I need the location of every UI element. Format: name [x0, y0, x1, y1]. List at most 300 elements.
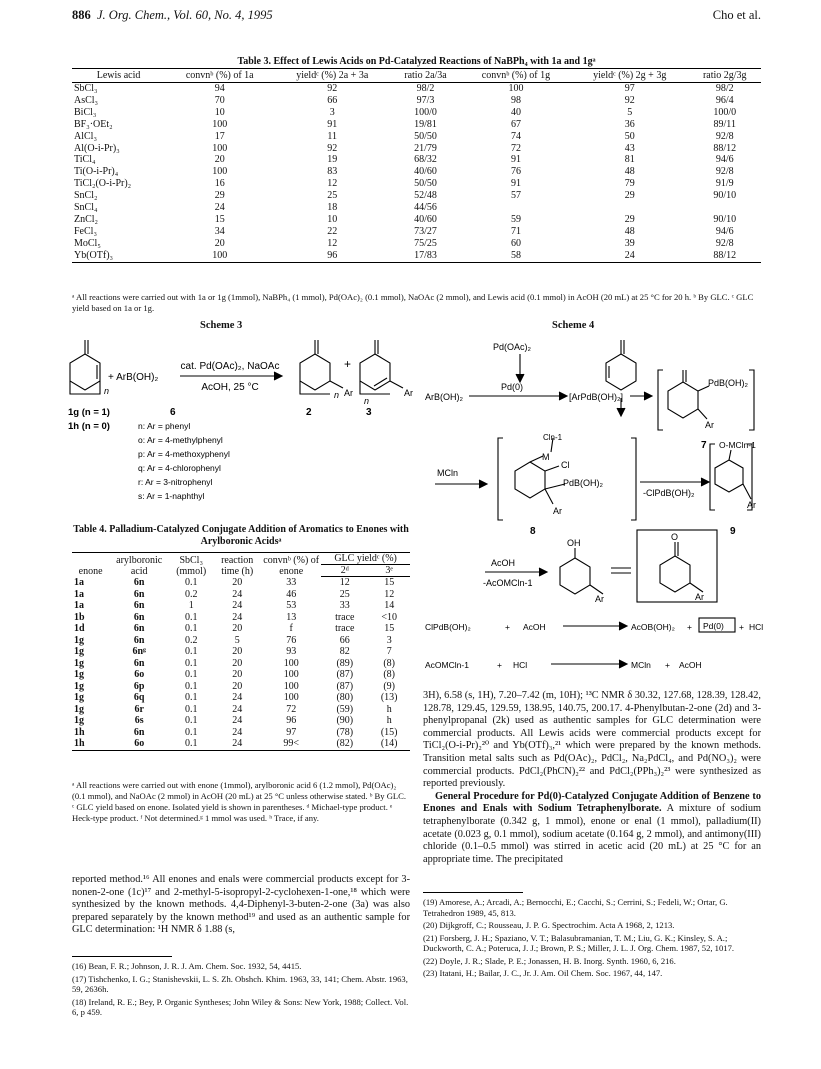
- s4-eq2-mcln: MCln: [631, 660, 651, 670]
- table3-cell: 58: [461, 250, 571, 262]
- table4-cell: 0.1: [184, 611, 198, 623]
- table4-cell: 66: [339, 634, 350, 646]
- table4-col-time: reaction time (h): [213, 553, 261, 577]
- table4-cell: 6q: [133, 692, 145, 703]
- table3-cell: 20: [214, 154, 225, 166]
- table4-cell: 100: [283, 657, 299, 669]
- table3-caption: Table 3. Effect of Lewis Acids on Pd-Catalyzed Reactions of NaBPh₄ with 1a and 1gᵃ: [237, 56, 596, 67]
- procedure-heading: General Procedure for Pd(0)-Catalyzed Conjugate Addition of Benzene to Enones and Enals with Sodium Tetraphenylborate.: [423, 790, 761, 815]
- s4-mcln: MCln: [437, 468, 459, 478]
- table4-cell: 15: [384, 623, 395, 634]
- table3-cell: MoCl₅: [74, 237, 101, 249]
- table3-cell: Al(O-i-Pr)₃: [74, 142, 120, 154]
- table3-cell: 92: [327, 142, 338, 154]
- table3-cell: 92: [327, 83, 338, 94]
- table-row: [72, 727, 410, 739]
- table-row: [72, 95, 761, 107]
- scheme3-label-1h: 1h (n = 0): [68, 421, 110, 432]
- table4-col-enone: enone: [72, 553, 109, 577]
- table4-cell: (78): [336, 726, 354, 738]
- table3-cell: 29: [624, 213, 635, 225]
- table4-cell: (90): [336, 715, 354, 726]
- scheme3-n-2: n: [334, 390, 340, 400]
- table4-cell: 12: [339, 577, 350, 588]
- table3-cell: 88/12: [713, 142, 737, 154]
- s4-eq2-a: AcOMCln-1: [425, 660, 469, 670]
- table4-cell: 6n: [133, 634, 145, 646]
- table3-header-6: ratio 2g/3g: [688, 69, 761, 83]
- table4-cell: 6n: [133, 576, 145, 588]
- table3-cell: 81: [624, 154, 635, 166]
- s4-o: O: [671, 532, 679, 542]
- table-row: [72, 83, 761, 95]
- table4-cell: (13): [380, 692, 398, 703]
- s4-clpdb: -ClPdB(OH)₂: [643, 488, 695, 498]
- table4-cell: 0.1: [184, 703, 198, 715]
- table4-cell: 97: [286, 726, 297, 738]
- table4-cell: 20: [232, 576, 243, 588]
- table3-cell: 10: [327, 213, 338, 225]
- table-row: [72, 119, 761, 131]
- table3-cell: AlCl₃: [74, 130, 97, 142]
- scheme3-label-1g: 1g (n = 1): [68, 407, 110, 418]
- page-info: [72, 8, 273, 23]
- scheme3-label-3: 3: [366, 407, 372, 418]
- s4-eq1-plus3: +: [739, 622, 744, 632]
- table3-cell: 67: [510, 118, 521, 130]
- table4-cell: 100: [283, 680, 299, 692]
- table3-cell: 90/10: [713, 213, 737, 225]
- table3-header-0: Lewis acid: [72, 69, 165, 83]
- table4-cell: 0.1: [169, 738, 213, 750]
- table4-cell: 20: [232, 646, 243, 657]
- scheme3-ar-2: Ar: [344, 388, 353, 398]
- table-row: [72, 154, 761, 166]
- table3-footnote: ᵃ All reactions were carried out with 1a or 1g (1mmol), NaBPh₄ (1 mmol), Pd(OAc)₂ (0.1 mmol), NaOAc (2 mmol), and Lewis acid (0.1 mmol) in AcOH (20 mL) at 25 °C for 20 h. ᵇ By GLC. ᶜ GLC yield based on 1a or 1g.: [72, 292, 754, 313]
- scheme3-ar-3: Ar: [404, 388, 413, 398]
- table-row: [72, 715, 410, 727]
- footnotes-left: [72, 961, 410, 1020]
- s4-ar-8: Ar: [553, 506, 562, 516]
- table-row: [72, 143, 761, 155]
- table-row: [72, 178, 761, 190]
- table3-cell: 70: [214, 94, 225, 106]
- scheme3-ar-p: p: Ar = 4-methoxyphenyl: [138, 449, 230, 459]
- s4-m: M: [542, 452, 550, 462]
- table-row: [72, 202, 761, 214]
- table4-cell: (9): [383, 680, 396, 692]
- table3-cell: 94: [214, 83, 225, 94]
- s4-eq1-plus2: +: [687, 622, 692, 632]
- table4-cell: 0.2: [184, 634, 198, 646]
- table3-cell: 5: [627, 106, 633, 118]
- journal-name: J. Org. Chem.,: [97, 8, 171, 22]
- s4-cl: Cl: [561, 460, 570, 470]
- table4-cell: h: [386, 703, 392, 715]
- s4-eq1-b: AcOH: [523, 622, 546, 632]
- table-row: [72, 692, 410, 704]
- table3-cell: 48: [624, 166, 635, 178]
- table4-cell: 99<: [261, 738, 321, 750]
- table3-cell: 100: [212, 166, 228, 178]
- table3-cell: TiCl₂(O-i-Pr)₂: [74, 178, 132, 190]
- table3-cell: 52/48: [414, 190, 437, 202]
- table4-cell: 24: [232, 588, 243, 600]
- table3-cell: 19/81: [414, 118, 437, 130]
- table-row: [72, 107, 761, 119]
- table4-cell: 96: [286, 715, 297, 726]
- table3-cell: 48: [624, 225, 635, 237]
- s4-label-8: 8: [530, 526, 536, 537]
- table4-cell: (59): [336, 703, 354, 715]
- table3-cell: TiCl₄: [74, 154, 96, 166]
- table-row: [72, 226, 761, 238]
- table3-cell: 19: [327, 154, 338, 166]
- table4-cell: 6p: [133, 680, 145, 692]
- table3-cell: 20: [214, 237, 225, 249]
- scheme3-plus: +: [344, 357, 352, 371]
- table3-cell: 100/0: [414, 106, 437, 118]
- table4-cell: 24: [232, 600, 243, 611]
- table4-cell: 1b: [74, 611, 85, 623]
- table3-cell: Yb(OTf)₃: [72, 250, 165, 262]
- table3-cell: 16: [214, 178, 225, 190]
- table4-cell: 33: [286, 576, 297, 588]
- s4-cln1: Cln-1: [543, 433, 563, 442]
- table3-cell: 34: [214, 225, 225, 237]
- scheme3-arrow-bottom: AcOH, 25 °C: [201, 382, 259, 393]
- scheme3-diagram: [60, 334, 420, 514]
- table3-cell: 91: [510, 178, 521, 190]
- table3-cell: 83: [327, 166, 338, 178]
- table3-cell: 21/79: [414, 142, 437, 154]
- table3-cell: 60: [510, 237, 521, 249]
- table4-header-row-1: [72, 553, 410, 565]
- scheme3-ar-r: r: Ar = 3-nitrophenyl: [138, 477, 213, 487]
- table4-cell: 0.1: [184, 680, 198, 692]
- table3-cell: 24: [214, 202, 225, 214]
- table3-cell: 29: [214, 190, 225, 202]
- table3-cell: 12: [327, 237, 338, 249]
- table4-cell: 1g: [74, 715, 84, 726]
- table4-cell: (14): [368, 738, 410, 750]
- table4-cell: 12: [384, 588, 395, 600]
- table4-cell: 6r: [134, 703, 144, 715]
- table4-cell: 0.2: [184, 588, 198, 600]
- table3-cell: 50/50: [414, 130, 437, 142]
- table4-cell: trace: [335, 611, 355, 623]
- s4-acomcl: -AcOMCln-1: [483, 578, 533, 588]
- table3-cell: 98/2: [715, 83, 734, 94]
- table3-header-row: [72, 69, 761, 83]
- table4-cell: <10: [381, 611, 397, 623]
- table4-caption: Table 4. Palladium-Catalyzed Conjugate Addition of Aromatics to Enones with Arylboronic Acidsᵃ: [73, 524, 409, 547]
- s4-pd0: Pd(0): [501, 382, 524, 392]
- table4-cell: 24: [232, 692, 243, 703]
- table3-cell: 90/10: [713, 190, 737, 202]
- table-row: [72, 669, 410, 681]
- table-row: [72, 131, 761, 143]
- table4-cell: (80): [336, 692, 354, 703]
- s4-pdoac: Pd(OAc)₂: [493, 342, 531, 352]
- table4-cell: 6n: [133, 588, 145, 600]
- s4-acoh: AcOH: [491, 558, 516, 568]
- table3-cell: 88/12: [688, 250, 761, 262]
- table3-cell: 79: [624, 178, 635, 190]
- table-row: [72, 589, 410, 601]
- table3-cell: 57: [510, 190, 521, 202]
- table3-cell: 40/60: [414, 166, 437, 178]
- table3-cell: 92/8: [715, 166, 734, 178]
- table3-cell: 3: [329, 106, 335, 118]
- table3-cell: 74: [510, 130, 521, 142]
- table4-cell: 20: [232, 623, 243, 634]
- table4-cell: 72: [286, 703, 297, 715]
- table4-cell: 100: [283, 669, 299, 680]
- table4-col-convn: convnᵇ (%) of enone: [261, 553, 321, 577]
- table3-cell: 100: [212, 142, 228, 154]
- table4-cell: 15: [384, 577, 395, 588]
- table4-cell: 0.1: [184, 692, 198, 703]
- table4-cell: 24: [232, 715, 243, 726]
- table3-header-5: yieldᶜ (%) 2g + 3g: [571, 69, 688, 83]
- table4-cell: 7: [386, 646, 392, 657]
- table3-cell: 25: [327, 190, 338, 202]
- s4-eq1-c: AcOB(OH)₂: [631, 622, 675, 632]
- table-row: [72, 600, 410, 612]
- s4-label-7: 7: [701, 440, 707, 451]
- table3-cell: SnCl₄: [74, 202, 98, 214]
- table4-cell: 24: [232, 726, 243, 738]
- table4-cell: 46: [286, 588, 297, 600]
- body-right-paragraph-1: 3H), 6.58 (s, 1H), 7.20–7.42 (m, 10H); ¹³C NMR δ 30.32, 127.68, 128.39, 128.42, 128.78, 129.45, 129.59, 138.95, 140.75, 200.17. 4-Phenylbutan-2-one (2d) and 3-phenylpropanal (2k) used as authentic samples for GLC determination were commercial products. All Lewis acids were commercial products except for TiCl₂(O-i-Pr)₂²⁰ and Yb(OTf)₃,²¹ which were prepared by the known methods. Transition metal salts such as Pd(OAc)₂, PdCl₂, Na₂PdCl₄, and Pd(NO₃)₂ were commercial products. PdCl₂(PhCN)₂²² and PdCl₂(PPh₃)₂²³ were synthesized as reported previously.: [423, 690, 761, 790]
- table3-cell: 40: [510, 106, 521, 118]
- table3-cell: 59: [510, 213, 521, 225]
- table3-cell: SnCl₂: [74, 190, 98, 202]
- s4-eq2-plus2: +: [665, 660, 670, 670]
- table3-cell: 100/0: [713, 106, 737, 118]
- table4-cell: 0.1: [184, 646, 198, 657]
- table4-cell: 1g: [74, 634, 84, 646]
- table4-body: [72, 577, 410, 751]
- table3-cell: 22: [327, 225, 338, 237]
- table3-body: [72, 83, 761, 263]
- table3-cell: 92: [624, 94, 635, 106]
- table3-cell: ZnCl₂: [74, 213, 99, 225]
- table3-cell: 50: [624, 130, 635, 142]
- table4-cell: 1g: [74, 680, 84, 692]
- table3-cell: 71: [510, 225, 521, 237]
- s4-ar-enol: Ar: [595, 594, 604, 604]
- footnote-18: (18) Ireland, R. E.; Bey, P. Organic Syntheses; John Wiley & Sons: New York, 1988; Collect. Vol. 6, p 459.: [72, 996, 409, 1017]
- table3-cell: 18: [327, 202, 338, 214]
- table4-cell: 0.1: [184, 576, 198, 588]
- table-row: [72, 214, 761, 226]
- table3-header-2: yieldᶜ (%) 2a + 3a: [274, 69, 390, 83]
- table4-cell: 1d: [74, 623, 85, 634]
- table4-cell: (89): [336, 657, 354, 669]
- table4-cell: (87): [336, 669, 354, 680]
- table4-cell: 24: [232, 703, 243, 715]
- table3-cell: 98/2: [416, 83, 435, 94]
- scheme3-ar-s: s: Ar = 1-naphthyl: [138, 491, 205, 501]
- body-left-paragraph: reported method.¹⁶ All enones and enals were commercial products except for 3-nonen-2-one (1c)¹⁷ and 2-methyl-5-isopropyl-2-cyclohexen-1-one,¹⁸ which were synthesized by the known methods. 4,4-Diphenyl-3-buten-2-one (3a) was also prepared separately by the known method¹⁹ and used as an authentic sample for GLC determination: ¹H NMR δ 1.88 (s,: [72, 874, 410, 936]
- table3-cell: 36: [624, 118, 635, 130]
- table-row: [72, 190, 761, 202]
- s4-eq1-a: ClPdB(OH)₂: [425, 622, 471, 632]
- page-number: 886: [72, 8, 91, 22]
- table4-cell: 33: [339, 600, 350, 611]
- table4-cell: f: [289, 623, 293, 634]
- table4-cell: 1g: [74, 669, 84, 680]
- s4-pdb-7: PdB(OH)₂: [708, 378, 748, 388]
- table3-cell: 97: [624, 83, 635, 94]
- table4-cell: 6n: [133, 600, 145, 611]
- table4-cell: 93: [286, 646, 297, 657]
- table4-cell: 82: [339, 646, 350, 657]
- table3-cell: 73/27: [414, 225, 437, 237]
- table4-cell: 24: [213, 738, 261, 750]
- table4-cell: 24: [232, 611, 243, 623]
- table3-cell: 17/83: [390, 250, 461, 262]
- table4-cell: 6o: [109, 738, 169, 750]
- scheme3-n-3: n: [364, 396, 370, 406]
- footnote-19: (19) Amorese, A.; Arcadi, A.; Bernocchi, E.; Cacchi, S.; Cerrini, S.; Fedeli, W.; Ortar, G. Tetrahedron 1989, 45, 813.: [423, 897, 728, 918]
- s4-ar-9: Ar: [747, 500, 756, 510]
- s4-arboh: ArB(OH)₂: [425, 392, 463, 402]
- table4-col-sbcl3: SbCl₃ (mmol): [169, 553, 213, 577]
- footnote-17: (17) Tishchenko, I. G.; Stanishevskii, L. S. Zh. Obshch. Khim. 1963, 33, 141; Chem. Abstr. 1963, 59, 2636h.: [72, 973, 408, 994]
- scheme3-ar-n: n: Ar = phenyl: [138, 421, 191, 431]
- s4-omcl: O-MCln-1: [719, 440, 756, 450]
- table3-cell: 68/32: [414, 154, 437, 166]
- table4-cell: 6o: [134, 669, 145, 680]
- footnote-rule-right: [423, 892, 523, 893]
- table3-cell: 100: [165, 250, 274, 262]
- footnote-22: (22) Doyle, J. R.; Slade, P. E.; Jonassen, H. B. Inorg. Synth. 1960, 6, 216.: [423, 955, 676, 966]
- footnote-21: (21) Forsberg, J. H.; Spaziano, V. T.; Balasubramanian, T. M.; Liu, G. K.; Kinsley, S. A.; Duckworth, C. A.; Poteruca, J. J.; Brown, P. S.; Miller, J. L. J. Org. Chem. 1987, 52, 1017.: [423, 932, 735, 953]
- table3-cell: 29: [624, 190, 635, 202]
- running-authors: Cho et al.: [712, 8, 761, 22]
- table4-col-yield: GLC yieldᶜ (%): [321, 553, 410, 565]
- table3-cell: 89/11: [713, 118, 736, 130]
- table3-cell: AsCl₃: [74, 94, 99, 106]
- table4-cell: 0.1: [184, 669, 198, 680]
- scheme3-reagent: + ArB(OH)₂: [108, 372, 159, 383]
- s4-oh: OH: [567, 538, 581, 548]
- table4-cell: 1a: [74, 576, 84, 588]
- table4-cell: h: [386, 715, 392, 726]
- s4-eq1-plus: +: [505, 622, 510, 632]
- s4-eq1-hcl: HCl: [749, 622, 764, 632]
- table4-col-acid: arylboronic acid: [109, 553, 169, 577]
- table4-cell: 25: [339, 588, 350, 600]
- table-row: [72, 250, 761, 262]
- table4-cell: trace: [335, 623, 355, 634]
- table4-cell: 1h: [74, 726, 85, 738]
- table3-cell: 75/25: [414, 237, 437, 249]
- table4-col-3: 3ᵉ: [368, 565, 410, 577]
- table3-cell: 91: [510, 154, 521, 166]
- table3-cell: 96/4: [715, 94, 734, 106]
- table-row: [72, 635, 410, 647]
- table4-cell: 3: [386, 634, 392, 646]
- table-row: [72, 577, 410, 589]
- scheme4-title: Scheme 4: [552, 320, 595, 331]
- table-row: [72, 646, 410, 658]
- table3-header-3: ratio 2a/3a: [390, 69, 461, 83]
- table3-cell: SbCl₃: [74, 83, 98, 94]
- table3-cell: 92/8: [715, 237, 734, 249]
- scheme3-label-6: 6: [170, 407, 176, 418]
- table3-cell: Ti(O-i-Pr)₄: [74, 166, 119, 178]
- table4-cell: 14: [384, 600, 395, 611]
- table4-cell: 1g: [74, 657, 84, 669]
- scheme3-ar-o: o: Ar = 4-methylphenyl: [138, 435, 223, 445]
- table4-cell: 0.1: [184, 657, 198, 669]
- footnote-16: (16) Bean, F. R.; Johnson, J. R. J. Am. Chem. Soc. 1932, 54, 4415.: [72, 961, 302, 971]
- table3-cell: 94/6: [715, 225, 734, 237]
- table4-cell: 6s: [134, 715, 144, 726]
- table-row: [72, 623, 410, 635]
- table4-cell: 6n: [133, 623, 145, 634]
- table3-header-1: convnᵇ (%) of 1a: [165, 69, 274, 83]
- s4-arpd: [ArPdB(OH)₂]: [569, 392, 623, 402]
- table4-cell: (15): [380, 726, 398, 738]
- table4-cell: 1g: [74, 692, 84, 703]
- footnote-23: (23) Itatani, H.; Bailar, J. C., Jr. J. Am. Oil Chem. Soc. 1967, 44, 147.: [423, 968, 663, 978]
- table3-cell: 100: [212, 118, 228, 130]
- table4-cell: 5: [234, 634, 240, 646]
- table4-cell: 6nᵍ: [132, 646, 146, 657]
- table4-cell: (87): [336, 680, 354, 692]
- table3-cell: 72: [510, 142, 521, 154]
- table-row: [72, 238, 761, 250]
- table4-cell: 20: [232, 669, 243, 680]
- table4-cell: 76: [286, 634, 297, 646]
- scheme3-arrow-top: cat. Pd(OAc)₂, NaOAc: [180, 361, 280, 372]
- table-row: [72, 704, 410, 716]
- table4-cell: 0.1: [184, 726, 198, 738]
- table3-cell: 24: [571, 250, 688, 262]
- table3-cell: [461, 202, 571, 214]
- table4-cell: 0.1: [184, 715, 198, 726]
- table3-cell: 11: [327, 130, 338, 142]
- table4-cell: 6n: [133, 611, 145, 623]
- table4-cell: 53: [286, 600, 297, 611]
- table3-cell: 17: [214, 130, 225, 142]
- table4: [72, 552, 410, 751]
- table4-cell: 20: [232, 680, 243, 692]
- table3-cell: 39: [624, 237, 635, 249]
- table-row: [72, 681, 410, 693]
- table4-cell: 1g: [74, 703, 84, 715]
- table4-cell: 1: [188, 600, 194, 611]
- s4-ar-ketone: Ar: [695, 592, 704, 602]
- table4-cell: 1h: [72, 738, 109, 750]
- journal-volume: Vol. 60, No. 4, 1995: [173, 8, 273, 22]
- table3-cell: [688, 202, 761, 214]
- table4-cell: (8): [383, 669, 396, 680]
- body-right-paragraph-2: A mixture of sodium tetraphenylborate (0.342 g, 1 mmol), enone or enal (1 mmol), palladium(II) acetate (0.023 g, 0.1 mmol), sodium acetate (0.164 g, 2 mmol), and antimony(III) chloride (0.1–0.5 mmol) was stirred in acetic acid (20 mL) at 25 °C for an appropriate time. The precipitated: [423, 803, 761, 865]
- scheme4-diagram: [425, 334, 765, 680]
- table3-cell: 98: [510, 94, 521, 106]
- s4-pdb-8: PdB(OH)₂: [563, 478, 603, 488]
- table-row: [72, 612, 410, 624]
- table3-cell: 44/56: [414, 202, 437, 214]
- table3-cell: 97/3: [416, 94, 435, 106]
- table4-cell: 13: [286, 611, 297, 623]
